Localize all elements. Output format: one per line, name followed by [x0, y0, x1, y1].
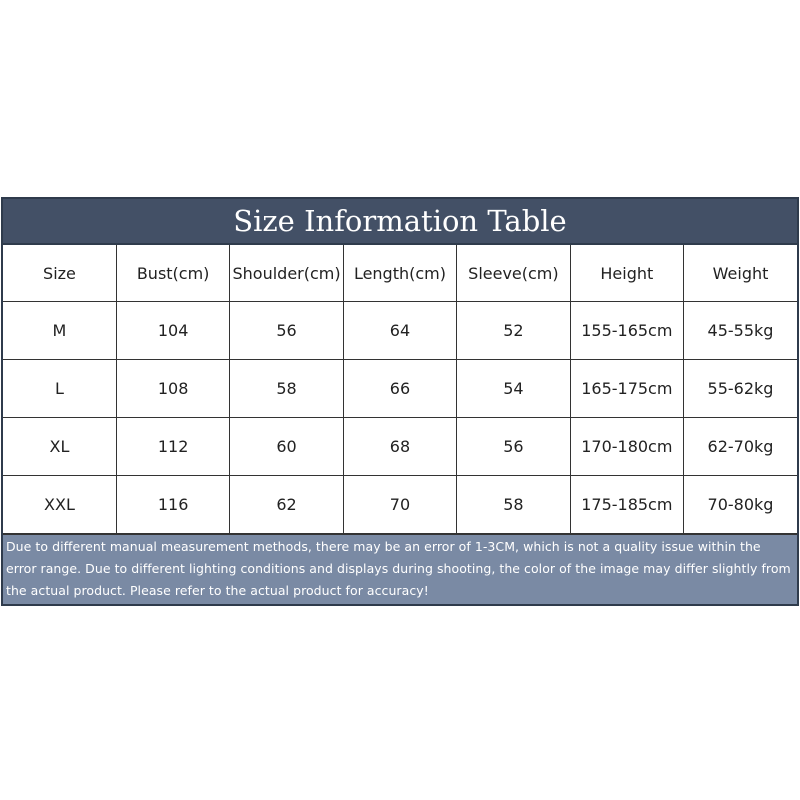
cell-length: 64 — [343, 302, 456, 360]
table-row-xxl — [3, 476, 797, 534]
header-weight: Weight — [684, 245, 797, 302]
header-size: Size — [3, 245, 116, 302]
cell-height: 165-175cm — [570, 360, 683, 418]
cell-bust: 112 — [116, 418, 229, 476]
cell-length: 66 — [343, 360, 456, 418]
header-row — [3, 245, 797, 302]
size-grid — [3, 245, 797, 534]
cell-sleeve: 52 — [457, 302, 570, 360]
cell-bust: 104 — [116, 302, 229, 360]
cell-weight: 70-80kg — [684, 476, 797, 534]
cell-bust: 116 — [116, 476, 229, 534]
table-row-l — [3, 360, 797, 418]
table-title: Size Information Table — [3, 199, 797, 245]
header-sleeve: Sleeve(cm) — [457, 245, 570, 302]
cell-size: XXL — [3, 476, 116, 534]
cell-size: XL — [3, 418, 116, 476]
size-information-table — [1, 197, 799, 606]
cell-size: L — [3, 360, 116, 418]
table-row-xl — [3, 418, 797, 476]
cell-weight: 45-55kg — [684, 302, 797, 360]
cell-height: 170-180cm — [570, 418, 683, 476]
header-length: Length(cm) — [343, 245, 456, 302]
measurement-note: Due to different manual measurement methods, there may be an error of 1-3CM, which is not a quality issue within the error range. Due to different lighting conditions and displays during shooting, the color of the image may differ slightly from the actual product. Please refer to the actual product for accuracy! — [3, 534, 797, 604]
cell-height: 155-165cm — [570, 302, 683, 360]
cell-bust: 108 — [116, 360, 229, 418]
header-bust: Bust(cm) — [116, 245, 229, 302]
cell-sleeve: 56 — [457, 418, 570, 476]
cell-shoulder: 60 — [230, 418, 343, 476]
cell-sleeve: 54 — [457, 360, 570, 418]
table-row-m — [3, 302, 797, 360]
cell-shoulder: 62 — [230, 476, 343, 534]
header-shoulder: Shoulder(cm) — [230, 245, 343, 302]
cell-length: 70 — [343, 476, 456, 534]
cell-weight: 55-62kg — [684, 360, 797, 418]
cell-height: 175-185cm — [570, 476, 683, 534]
header-height: Height — [570, 245, 683, 302]
cell-length: 68 — [343, 418, 456, 476]
cell-sleeve: 58 — [457, 476, 570, 534]
cell-shoulder: 58 — [230, 360, 343, 418]
cell-weight: 62-70kg — [684, 418, 797, 476]
cell-shoulder: 56 — [230, 302, 343, 360]
cell-size: M — [3, 302, 116, 360]
